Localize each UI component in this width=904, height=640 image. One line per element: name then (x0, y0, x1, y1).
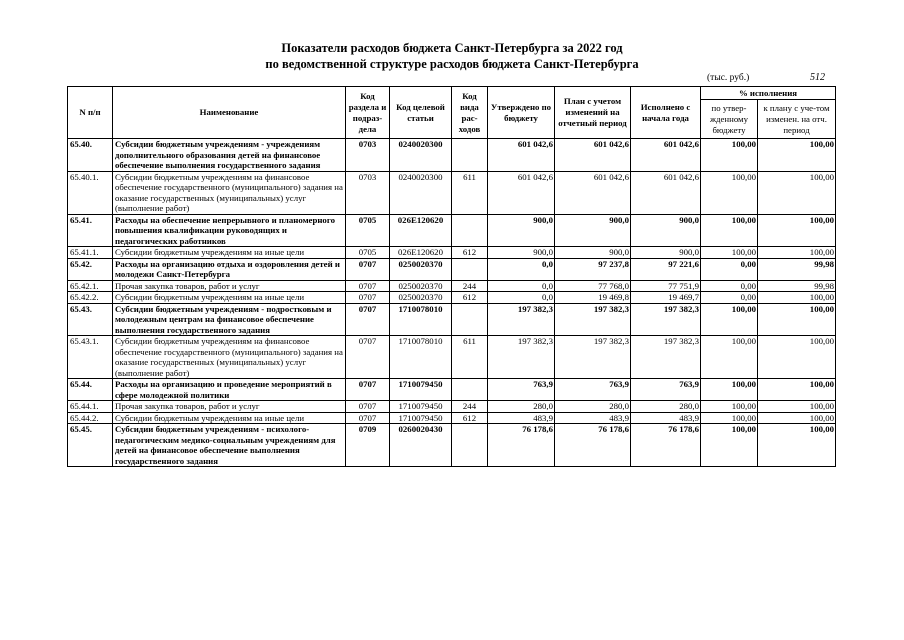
row-type-code (452, 258, 488, 280)
row-type-code: 244 (452, 280, 488, 292)
row-pct-approved: 100,00 (701, 171, 758, 214)
title-line-1: Показатели расходов бюджета Санкт-Петербурга за 2022 год (281, 41, 623, 55)
table-row (68, 280, 836, 292)
row-executed: 97 221,6 (631, 258, 701, 280)
row-executed: 197 382,3 (631, 303, 701, 336)
row-pct-approved: 100,00 (701, 336, 758, 379)
row-executed: 197 382,3 (631, 336, 701, 379)
table-row (68, 247, 836, 259)
row-num: 65.43.1. (68, 336, 113, 379)
row-num: 65.42.2. (68, 292, 113, 304)
page-number: 512 (810, 72, 825, 83)
row-section-code: 0707 (346, 258, 390, 280)
row-pct-plan: 100,00 (758, 171, 836, 214)
row-name: Прочая закупка товаров, работ и услуг (113, 401, 346, 413)
header-type-code: Код вида рас-ходов (452, 87, 488, 139)
row-executed: 763,9 (631, 379, 701, 401)
row-target-code: 0240020300 (390, 139, 452, 172)
row-approved: 900,0 (488, 214, 555, 247)
row-section-code: 0707 (346, 292, 390, 304)
row-section-code: 0705 (346, 247, 390, 259)
header-pct-plan: к плану с уче-том изменен. на отч. период (758, 100, 836, 139)
header-approved: Утверждено по бюджету (488, 87, 555, 139)
row-num: 65.40. (68, 139, 113, 172)
row-pct-approved: 100,00 (701, 139, 758, 172)
row-approved: 0,0 (488, 280, 555, 292)
row-num: 65.41. (68, 214, 113, 247)
row-target-code: 0260020430 (390, 424, 452, 467)
row-name: Расходы на обеспечение непрерывного и планомерного повышения квалификации руководящих и педагогических работников (113, 214, 346, 247)
row-num: 65.44.1. (68, 401, 113, 413)
header-num: N п/п (68, 87, 113, 139)
row-name: Субсидии бюджетным учреждениям на иные цели (113, 292, 346, 304)
row-executed: 76 178,6 (631, 424, 701, 467)
row-type-code: 612 (452, 247, 488, 259)
row-target-code: 1710079450 (390, 401, 452, 413)
row-pct-approved: 100,00 (701, 247, 758, 259)
row-pct-approved: 100,00 (701, 379, 758, 401)
row-name: Субсидии бюджетным учреждениям на финансовое обеспечение государственного (муниципального) задания на оказание государственных (муниципальных) услуг (выполнение работ) (113, 171, 346, 214)
row-num: 65.43. (68, 303, 113, 336)
row-type-code (452, 424, 488, 467)
table-row (68, 401, 836, 413)
row-approved: 601 042,6 (488, 139, 555, 172)
row-executed: 280,0 (631, 401, 701, 413)
row-target-code: 026Е120620 (390, 247, 452, 259)
row-plan: 601 042,6 (555, 139, 631, 172)
row-type-code (452, 214, 488, 247)
row-name: Субсидии бюджетным учреждениям - психолого-педагогическим медико-социальным учреждениям для детей на финансовое обеспечение выполнения государственного задания (113, 424, 346, 467)
row-pct-approved: 0,00 (701, 292, 758, 304)
row-name: Субсидии бюджетным учреждениям на иные цели (113, 412, 346, 424)
row-approved: 197 382,3 (488, 336, 555, 379)
row-type-code: 612 (452, 292, 488, 304)
row-type-code: 611 (452, 171, 488, 214)
row-executed: 19 469,7 (631, 292, 701, 304)
row-type-code (452, 139, 488, 172)
row-plan: 900,0 (555, 247, 631, 259)
row-approved: 763,9 (488, 379, 555, 401)
table-row (68, 214, 836, 247)
row-target-code: 0250020370 (390, 292, 452, 304)
row-section-code: 0707 (346, 412, 390, 424)
row-approved: 280,0 (488, 401, 555, 413)
row-name: Расходы на организацию и проведение мероприятий в сфере молодежной политики (113, 379, 346, 401)
row-pct-plan: 100,00 (758, 412, 836, 424)
row-plan: 763,9 (555, 379, 631, 401)
row-pct-approved: 100,00 (701, 214, 758, 247)
row-executed: 77 751,9 (631, 280, 701, 292)
row-pct-approved: 0,00 (701, 258, 758, 280)
row-target-code: 1710079450 (390, 379, 452, 401)
row-section-code: 0703 (346, 171, 390, 214)
row-approved: 0,0 (488, 292, 555, 304)
table-row (68, 303, 836, 336)
row-executed: 900,0 (631, 247, 701, 259)
row-type-code: 244 (452, 401, 488, 413)
row-plan: 19 469,8 (555, 292, 631, 304)
row-pct-plan: 100,00 (758, 214, 836, 247)
row-num: 65.42.1. (68, 280, 113, 292)
row-num: 65.41.1. (68, 247, 113, 259)
units-label: (тыс. руб.) (707, 73, 750, 83)
row-approved: 483,9 (488, 412, 555, 424)
row-executed: 601 042,6 (631, 139, 701, 172)
table-row (68, 139, 836, 172)
row-pct-plan: 100,00 (758, 303, 836, 336)
row-section-code: 0707 (346, 379, 390, 401)
row-pct-plan: 100,00 (758, 336, 836, 379)
row-pct-plan: 100,00 (758, 401, 836, 413)
row-plan: 280,0 (555, 401, 631, 413)
table-row (68, 424, 836, 467)
row-name: Субсидии бюджетным учреждениям - учреждениям дополнительного образования детей на финансовое обеспечение выполнения государственного задания (113, 139, 346, 172)
row-pct-plan: 100,00 (758, 379, 836, 401)
row-pct-approved: 100,00 (701, 303, 758, 336)
row-pct-plan: 100,00 (758, 139, 836, 172)
row-name: Субсидии бюджетным учреждениям на финансовое обеспечение государственного (муниципального) задания на оказание государственных (муниципальных) услуг (выполнение работ) (113, 336, 346, 379)
document-title (0, 40, 904, 72)
row-section-code: 0707 (346, 336, 390, 379)
row-pct-plan: 99,98 (758, 280, 836, 292)
row-num: 65.42. (68, 258, 113, 280)
row-approved: 197 382,3 (488, 303, 555, 336)
row-section-code: 0703 (346, 139, 390, 172)
row-num: 65.44. (68, 379, 113, 401)
table-row (68, 336, 836, 379)
row-target-code: 0250020370 (390, 280, 452, 292)
row-pct-plan: 100,00 (758, 247, 836, 259)
table-row (68, 379, 836, 401)
row-approved: 900,0 (488, 247, 555, 259)
header-plan: План с учетом изменений на отчетный период (555, 87, 631, 139)
row-num: 65.45. (68, 424, 113, 467)
row-type-code (452, 303, 488, 336)
row-approved: 601 042,6 (488, 171, 555, 214)
row-num: 65.44.2. (68, 412, 113, 424)
header-section-code: Код раздела и подраз-дела (346, 87, 390, 139)
row-approved: 0,0 (488, 258, 555, 280)
table-row (68, 292, 836, 304)
row-target-code: 026Е120620 (390, 214, 452, 247)
row-plan: 97 237,8 (555, 258, 631, 280)
row-plan: 76 178,6 (555, 424, 631, 467)
row-type-code: 612 (452, 412, 488, 424)
row-section-code: 0709 (346, 424, 390, 467)
row-target-code: 1710078010 (390, 303, 452, 336)
row-plan: 900,0 (555, 214, 631, 247)
budget-table (67, 86, 836, 467)
header-name: Наименование (113, 87, 346, 139)
table-body (68, 139, 836, 467)
row-target-code: 1710078010 (390, 336, 452, 379)
row-section-code: 0707 (346, 303, 390, 336)
row-type-code (452, 379, 488, 401)
header-pct-approved: по утвер-жденному бюджету (701, 100, 758, 139)
row-name: Субсидии бюджетным учреждениям на иные цели (113, 247, 346, 259)
table-row (68, 412, 836, 424)
title-line-2: по ведомственной структуре расходов бюджета Санкт-Петербурга (265, 57, 639, 71)
table-row (68, 258, 836, 280)
row-plan: 197 382,3 (555, 336, 631, 379)
header-executed: Исполнено с начала года (631, 87, 701, 139)
row-target-code: 0250020370 (390, 258, 452, 280)
row-plan: 601 042,6 (555, 171, 631, 214)
row-executed: 601 042,6 (631, 171, 701, 214)
row-target-code: 1710079450 (390, 412, 452, 424)
row-plan: 77 768,0 (555, 280, 631, 292)
row-target-code: 0240020300 (390, 171, 452, 214)
row-section-code: 0707 (346, 280, 390, 292)
row-pct-approved: 0,00 (701, 280, 758, 292)
row-section-code: 0705 (346, 214, 390, 247)
row-type-code: 611 (452, 336, 488, 379)
row-executed: 483,9 (631, 412, 701, 424)
row-plan: 483,9 (555, 412, 631, 424)
row-pct-plan: 100,00 (758, 424, 836, 467)
row-plan: 197 382,3 (555, 303, 631, 336)
row-pct-plan: 99,98 (758, 258, 836, 280)
row-pct-approved: 100,00 (701, 401, 758, 413)
row-name: Субсидии бюджетным учреждениям - подростковым и молодежным центрам на финансовое обеспечение выполнения государственного задания (113, 303, 346, 336)
row-name: Прочая закупка товаров, работ и услуг (113, 280, 346, 292)
row-num: 65.40.1. (68, 171, 113, 214)
row-name: Расходы на организацию отдыха и оздоровления детей и молодежи Санкт-Петербурга (113, 258, 346, 280)
header-pct-group: % исполнения (701, 87, 836, 100)
row-pct-approved: 100,00 (701, 424, 758, 467)
row-pct-approved: 100,00 (701, 412, 758, 424)
row-section-code: 0707 (346, 401, 390, 413)
row-executed: 900,0 (631, 214, 701, 247)
row-pct-plan: 100,00 (758, 292, 836, 304)
header-target-code: Код целевой статьи (390, 87, 452, 139)
row-approved: 76 178,6 (488, 424, 555, 467)
table-row (68, 171, 836, 214)
